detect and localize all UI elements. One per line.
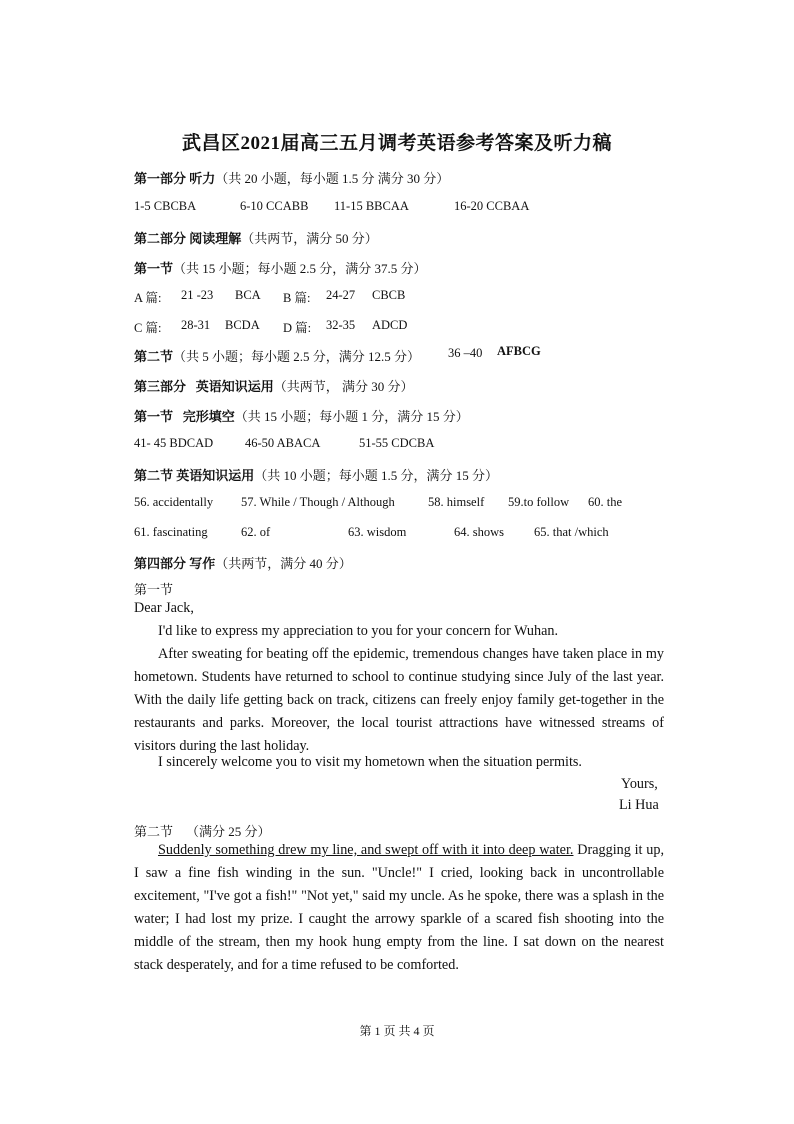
answer-65: 65. that /which	[534, 525, 609, 539]
part1-note: （共 20 小题，每小题 1.5 分 满分 30 分）	[215, 171, 450, 186]
answer-63: 63. wisdom	[348, 525, 407, 539]
answer-58: 58. himself	[428, 495, 485, 509]
part3-heading: 第三部分	[134, 379, 187, 394]
answer-11-15: 11-15 BBCAA	[334, 199, 409, 213]
passage-a-label: A 篇:	[134, 291, 162, 305]
part1-heading: 第一部分 听力	[134, 171, 216, 186]
part3-sec1-heading-line	[134, 406, 469, 425]
part3-sec1-note: （共 15 小题；每小题 1 分，满分 15 分）	[234, 409, 469, 424]
story-paragraph	[134, 839, 664, 977]
letter-paragraph-1: I'd like to express my appreciation to you for your concern for Wuhan.	[158, 623, 559, 639]
passage-a-range: 21 -23	[181, 288, 214, 302]
part3-note: （共两节， 满分 30 分）	[273, 379, 414, 394]
part4-heading-line	[134, 553, 352, 572]
part2-sec2-line	[134, 346, 420, 365]
passage-d-answer: ADCD	[372, 318, 408, 332]
part3-sec2-heading: 第二节 英语知识运用	[134, 468, 255, 483]
answer-41-45: 41- 45 BDCAD	[134, 436, 214, 450]
part2-sec2-answer: AFBCG	[497, 344, 541, 358]
passage-b-answer: CBCB	[372, 288, 406, 302]
passage-c-answer: BCDA	[225, 318, 260, 332]
part2-sec2-range: 36 –40	[448, 346, 483, 360]
part2-sec1-note: （共 15 小题；每小题 2.5 分，满分 37.5 分）	[173, 261, 427, 276]
answer-57: 57. While / Though / Although	[241, 495, 395, 509]
answer-62: 62. of	[241, 525, 271, 539]
part4-sec2-heading: 第二节	[134, 824, 174, 839]
passage-a-answer: BCA	[235, 288, 261, 302]
part2-sec2-note: （共 5 小题；每小题 2.5 分，满分 12.5 分）	[173, 349, 421, 364]
answer-61: 61. fascinating	[134, 525, 208, 539]
answer-60: 60. the	[588, 495, 623, 509]
document-title: 武昌区2021届高三五月调考英语参考答案及听力稿	[181, 133, 612, 154]
part3-title: 英语知识运用	[195, 379, 274, 394]
letter-paragraph-3: I sincerely welcome you to visit my hometown when the situation permits.	[158, 754, 582, 770]
letter-greeting: Dear Jack,	[134, 600, 194, 616]
part2-sec1-heading-line	[134, 258, 427, 277]
part3-sec1-title: 完形填空	[182, 409, 235, 424]
answer-56: 56. accidentally	[134, 495, 214, 509]
passage-c-label: C 篇:	[134, 321, 162, 335]
story-rest: Dragging it up, I saw a fine fish winding in the sun. "Uncle!" I cried, looking back in uncontrollable excitement, "I've got a fish!" "Not yet," said my uncle. As he spoke, there was a splash in the water; I had lost my prize. I caught the arrowy sparkle of a scared fish shooting into the middle of the stream, then my hook hung empty from the line. I sat down on the nearest stack desperately, and for a time refused to be comforted.	[134, 842, 665, 973]
part4-note: （共两节，满分 40 分）	[215, 556, 352, 571]
part4-sec1-heading: 第一节	[134, 582, 174, 597]
passage-b-range: 24-27	[326, 288, 356, 302]
part2-sec2-heading: 第二节	[134, 349, 174, 364]
part3-sec2-heading-line	[134, 465, 498, 484]
story-first-sentence: Suddenly something drew my line, and swept off with it into deep water.	[158, 842, 574, 858]
part2-sec1-heading: 第一节	[134, 261, 174, 276]
answer-16-20: 16-20 CCBAA	[454, 199, 530, 213]
passage-c-range: 28-31	[181, 318, 211, 332]
passage-d-range: 32-35	[326, 318, 356, 332]
part2-note: （共两节，满分 50 分）	[241, 231, 378, 246]
answer-6-10: 6-10 CCABB	[240, 199, 309, 213]
page-footer: 第 1 页 共 4 页	[359, 1024, 435, 1038]
part1-heading-line	[134, 168, 449, 187]
passage-b-label: B 篇:	[283, 291, 311, 305]
part4-heading: 第四部分 写作	[134, 556, 216, 571]
part4-sec2-heading-line	[134, 821, 271, 840]
part3-sec1-heading: 第一节	[134, 409, 174, 424]
part3-heading-line	[134, 376, 414, 395]
letter-closing: Yours,	[621, 776, 658, 792]
part2-heading: 第二部分 阅读理解	[134, 231, 242, 246]
part4-sec2-note: （满分 25 分）	[186, 824, 271, 839]
answer-51-55: 51-55 CDCBA	[359, 436, 435, 450]
answer-1-5: 1-5 CBCBA	[134, 199, 197, 213]
letter-signature: Li Hua	[619, 797, 659, 813]
answer-64: 64. shows	[454, 525, 505, 539]
letter-paragraph-2: After sweating for beating off the epidemic, tremendous changes have taken place in my hometown. Students have returned to school to continue studying since July of the last year. With the daily life getting back on track, citizens can freely enjoy family get-together in the restaurants and parks. Moreover, the local tourist attractions have witnessed streams of visitors during the last holiday.	[134, 646, 664, 754]
part3-sec2-note: （共 10 小题；每小题 1.5 分，满分 15 分）	[254, 468, 499, 483]
passage-d-label: D 篇:	[283, 321, 312, 335]
answer-46-50: 46-50 ABACA	[245, 436, 321, 450]
answer-59: 59.to follow	[508, 495, 570, 509]
part2-heading-line	[134, 228, 378, 247]
